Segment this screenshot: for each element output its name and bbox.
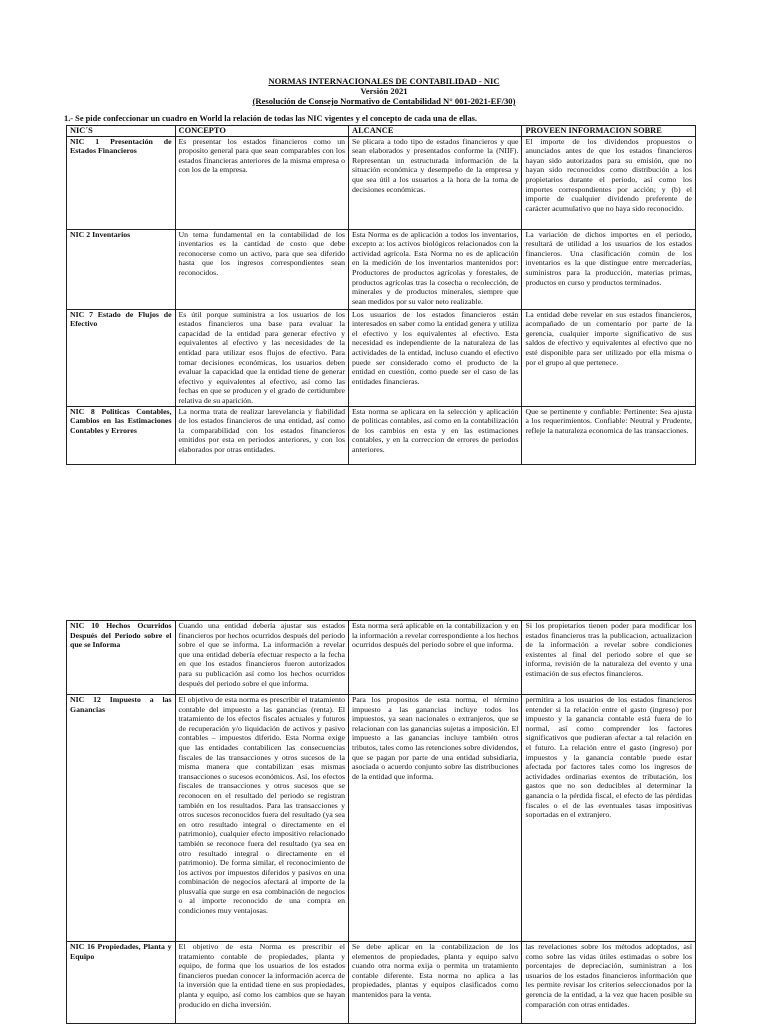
table-header-row bbox=[67, 126, 696, 137]
nic-name bbox=[67, 942, 176, 1024]
nic-informacion: Si los propietarios tienen poder para modificar los estados financieros tras la publicacion, actualizacion de la información a revelar sobre condiciones existentes al final del periodo sobre el que se informa, revisión de la naturaleza del evento y una estimación de sus efectos financieros. bbox=[522, 621, 696, 695]
nic-table-page-1 bbox=[66, 125, 696, 465]
nic-name: NIC 8 Politicas Contables, Cambios en las Estimaciones Contables y Errores bbox=[67, 406, 176, 464]
table-row bbox=[67, 621, 696, 695]
nic-informacion: Que se pertinente y confiable: Pertinente: Sea ajusta a los requerimientos. Confiable: Neutral y Prudente, refleje la naturaleza economica de las transacciones. bbox=[522, 406, 696, 464]
header-informacion: PROVEEN INFORMACION SOBRE bbox=[522, 126, 696, 137]
nic-concepto bbox=[175, 942, 348, 1024]
document-title: NORMAS INTERNACIONALES DE CONTABILIDAD - NIC bbox=[268, 76, 500, 86]
nic-concepto: Un tema fundamental en la contabilidad de los inventarios es la cantidad de costo que debe reconocerse como un activo, para que sea diferido hasta que los ingresos correspondientes sean reconocidos. bbox=[175, 229, 348, 309]
nic-informacion: permitira a los usuarios de los estados financieros entender si la relación entre el gasto (ingreso) por impuesto y la ganancia contable está fuera de lo normal, así como comprender los factores significativos que pudieran afectar a tal relación en el futuro. La relación entre el gasto (ingreso) por impuestos y la ganancia contable puede estar afectada por factores tales como los ingresos de actividades ordinarias exentos de tributación, los gastos que no son deducibles al determinar la ganancia o la pérdida fiscal, el efecto de las pérdidas fiscales o el de las eventuales tasas impositivas soportadas en el extranjero. bbox=[522, 695, 696, 942]
nic-informacion-text: las revelaciones sobre los métodos adoptados, así como sobre las vidas útiles estimadas o sobre los porcentajes de depreciación, suministran a los usuarios de los estados financieros información que les permite revisar los criterios seleccionados por la gerencia de la entidad, a la vez que hacen posible su comparación con otras entidades. bbox=[525, 942, 692, 1009]
nic-concepto-text: El objetivo de esta Norma es prescribir el tratamiento contable de propiedades, planta y equipo, de forma que los usuarios de los estados financieros puedan conocer la información acerca de la inversión que la entidad tiene en sus propiedades, planta y equipo, así como los cambios que se hayan producido en dicha inversión. bbox=[178, 942, 346, 1009]
nic-alcance: Se plicara a todo tipo de estados financieros y que sean elaborados y presentados conforme la (NIIF). Representan un estructurada información de la situación económica y desempeño de la empresa y que sea útil a los usuarios a la hora de la toma de decisiones económicas. bbox=[349, 136, 522, 229]
table-row bbox=[67, 309, 696, 406]
nic-informacion bbox=[522, 942, 696, 1024]
nic-name: NIC 12 Impuesto a las Ganancias bbox=[67, 695, 176, 942]
table-row bbox=[67, 942, 696, 1024]
nic-alcance: Para los propositos de esta norma, el término impuesto a las ganancias incluye todos los impuestos, ya sean nacionales o extranjeros, que se relacionan con las ganancias sujetas a imposición. El impuesto a las ganancias incluye también otros tributos, tales como las retenciones sobre dividendos, que se pagan por parte de una entidad subsidiaria, asociada o acuerdo conjunto sobre las distribuciones de la entidad que informa. bbox=[349, 695, 522, 942]
nic-concepto: La norma trata de realizar larevelancia y fiabilidad de los estados financieros de una entidad, así como la comparabilidad con los estados financieros emitidos por esta en periodos anteriores, y con los elaborados por otras entidades. bbox=[175, 406, 348, 464]
nic-informacion: La variación de dichos importes en el periodo, resultará de utilidad a los usuarios de los estados financieros. Una clasificación común de los inventarios es la que distingue entre mercaderías, suministros para la producción, materias primas, productos en curso y productos terminados. bbox=[522, 229, 696, 309]
nic-name: NIC 7 Estado de Flujos de Efectivo bbox=[67, 309, 176, 406]
header-nics: NIC´S bbox=[67, 126, 176, 137]
nic-name: NIC 1 Presentación de Estados Financieros bbox=[67, 136, 176, 229]
nic-concepto: Es útil porque suministra a los usuarios de los estados financieros una base para evaluar la capacidad de la entidad para generar efectivo y equivalentes al efectivo y las necesidades de la entidad para utilizar esos flujos de efectivo. Para tomar decisiones económicas, los usuarios deben evaluar la capacidad que la entidad tiene de generar efectivo y equivalentes al efectivo, así como las fechas en que se producen y el grado de certidumbre relativa de su aparición. bbox=[175, 309, 348, 406]
header-alcance: ALCANCE bbox=[349, 126, 522, 137]
nic-table-page-2 bbox=[66, 620, 696, 1024]
table-row bbox=[67, 695, 696, 942]
document-version: Versión 2021 bbox=[360, 86, 408, 96]
nic-name-text: NIC 16 Propiedades, Planta y Equipo bbox=[70, 942, 172, 961]
nic-alcance: Esta norma será aplicable en la contabilizacion y en la información a revelar correspondiente a los hechos ocurridos después del periodo sobre el que informa. bbox=[349, 621, 522, 695]
nic-alcance bbox=[349, 942, 522, 1024]
nic-concepto: El objetivo de esta norma es prescribir el tratamiento contable del impuesto a las ganancias (renta). El tratamiento de los efectos fiscales actuales y futuros de recuperación y/o liquidación de activos y pasivo contables – impuestos diferido. Esta Norma exige que las entidades contabilicen las consecuencias fiscales de las transacciones y otros sucesos de la misma manera que contabilizan esas mismas transacciones o sucesos económicos. Así, los efectos fiscales de transacciones y otros sucesos que se reconocen en el resultado del periodo se registran también en los resultados. Para las transacciones y otros sucesos reconocidos fuera del resultado (ya sea en otro resultado integral o directamente en el patrimonio), cualquier efecto impositivo relacionado también se reconoce fuera del resultado (ya sea en otro resultado integral o directamente en el patrimonio). De forma similar, el reconocimiento de los activos por impuestos diferidos y pasivos en una combinación de negocios afectará al importe de la plusvalía que surge en esa combinación de negocios o al importe reconocido de una compra en condiciones muy ventajosas. bbox=[175, 695, 348, 942]
nic-name: NIC 2 Inventarios bbox=[67, 229, 176, 309]
nic-alcance: Esta norma se aplicara en la selección y aplicación de politicas contables, así como en la contabilización de los cambios en esta y en las estimaciones contables, y en la correccion de errores de periodos anteriores. bbox=[349, 406, 522, 464]
nic-informacion: El importe de los dividendos propuestos o anunciados antes de que los estados financieros hayan sido autorizados para su emisión, que no hayan sido reconocidos como distribución a los propietarios durante el periodo, así como los importes correspondientes por acción; y (b) el importe de cualquier dividendo preferente de carácter acumulativo que no haya sido reconocido. bbox=[522, 136, 696, 229]
document-resolution: (Resolución de Consejo Normativo de Contabilidad N° 001-2021-EF/30) bbox=[252, 96, 516, 106]
document-header bbox=[0, 76, 768, 106]
assignment-instruction: 1.- Se pide confeccionar un cuadro en World la relación de todas las NIC vigentes y el concepto de cada una de ellas. bbox=[64, 114, 478, 123]
nic-name: NIC 10 Hechos Ocurridos Después del Periodo sobre el que se Informa bbox=[67, 621, 176, 695]
nic-concepto: Cuando una entidad debería ajustar sus estados financieros por hechos ocurridos después del periodo sobre el que se informa. La información a revelar que una entidad debería efectuar respecto a la fecha en que los estados financieros fueron autorizados para su publicación así como los hechos ocurridos después del periodo sobre el que informa. bbox=[175, 621, 348, 695]
table-row bbox=[67, 229, 696, 309]
header-concepto: CONCEPTO bbox=[175, 126, 348, 137]
table-row bbox=[67, 406, 696, 464]
table-row bbox=[67, 136, 696, 229]
nic-alcance: Los usuarios de los estados financieros están interesados en saber como la entidad genera y utiliza el efectivo y los equivalentes al efectivo. Esta necesidad es independiente de la naturaleza de las actividades de la entidad, incluso cuando el efectivo puede ser considerado como el producto de la entidad en cuestión, como puede ser el caso de las entidades financieras. bbox=[349, 309, 522, 406]
nic-concepto: Es presentar los estados financieros como un proposito general para que sean comparables con los estados financieras anteriores de la misma empresa o con los de la empresa. bbox=[175, 136, 348, 229]
nic-alcance: Esta Norma es de aplicación a todos los inventarios, excepto a: los activos biológicos relacionados con la actividad agrícola. Esta Norma no es de aplicación en la medición de los inventarios mantenidos por: Productores de productos agrícolas y forestales, de productos agrícolas tras la cosecha o recolección, de minerales y de productos minerales, siempre que sean medidos por su valor neto realizable. bbox=[349, 229, 522, 309]
nic-alcance-text: Se debe aplicar en la contabilizacion de los elementos de propiedades, planta y equipo salvo cuando otra norma exija o permita un tratamiento contable diferente. Esta norma no aplica a las propiedades, plantas y equipos clasificados como mantenidos para la venta. bbox=[352, 942, 519, 999]
nic-informacion: La entidad debe revelar en sus estados financieros, acompañado de un comentario por parte de la gerencia, cualquier importe significativo de sus saldos de efectivo y equivalentes al efectivo que no esté disponible para ser utilizado por ella misma o por el grupo al que pertenece. bbox=[522, 309, 696, 406]
